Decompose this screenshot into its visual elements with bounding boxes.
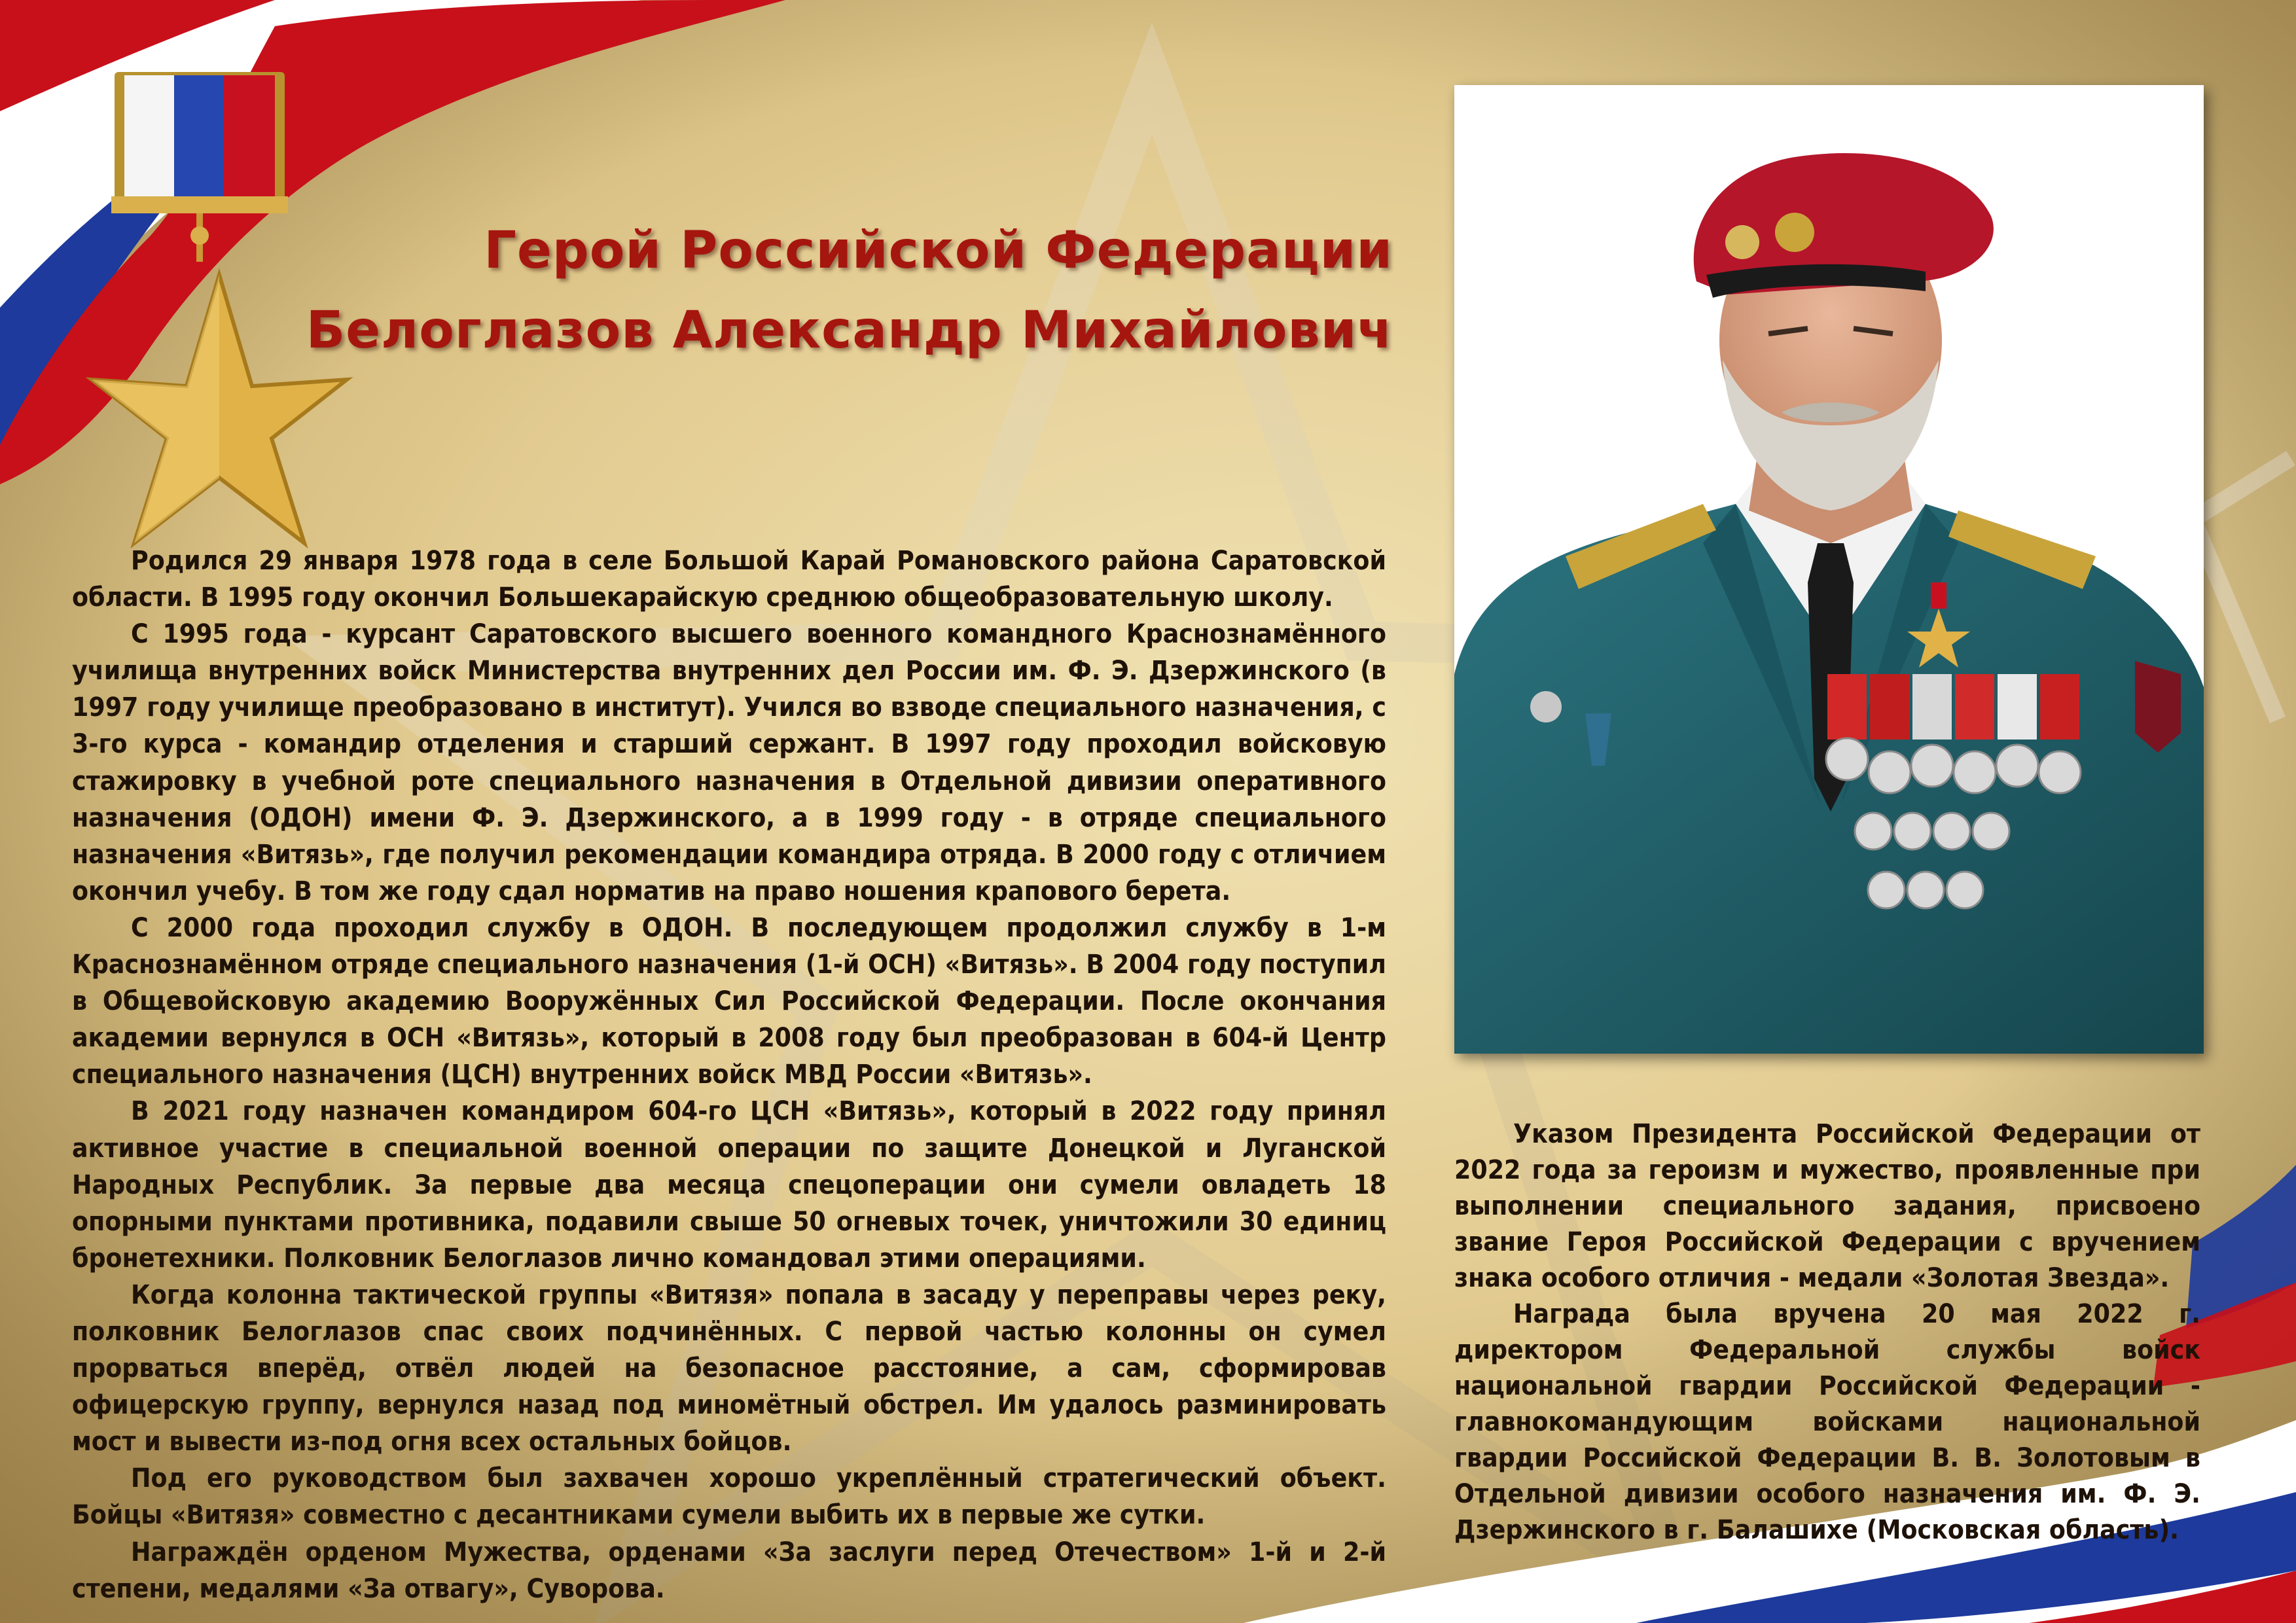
page-title-line-2: Белоглазов Александр Михайлович [306, 301, 1393, 360]
biography-paragraph: Под его руководством был захвачен хорошо укреплённый стратегический объект. Бойцы «Витязя» совместно с десантниками сумели выбить их в первые же сутки. [72, 1462, 1386, 1531]
portrait-illustration [1454, 85, 2204, 1054]
biography-paragraph: С 2000 года проходил службу в ОДОН. В последующем продолжил службу в 1-м Краснознамённом отряде специального назначения (1-й ОСН) «Витязь». В 2004 году поступил в Общевойсковую академию Вооружённых Сил Российской Федерации. После окончания академии вернулся в ОСН «Витязь», который в 2008 году был преобразован в 604-й Центр специального назначения (ЦСН) внутренних войск МВД России «Витязь». [72, 911, 1386, 1090]
biography-paragraph: С 1995 года - курсант Саратовского высшего военного командного Краснознамённого училища внутренних войск Министерства внутренних дел России им. Ф. Э. Дзержинского (в 1997 году училище преобразовано в институт). Учился во взводе специального назначения, с 3-го курса - командир отделения и старший сержант. В 1997 году проходил войсковую стажировку в учебной роте специального назначения в Отдельной дивизии оперативного назначения (ОДОН) имени Ф. Э. Дзержинского, а в 1999 году - в отряде специального назначения «Витязь», где получил рекомендации командира отряда. В 2000 году с отличием окончил учебу. В том же году сдал норматив на право ношения крапового берета. [72, 618, 1386, 906]
biography-paragraph: Награждён орденом Мужества, орденами «За заслуги перед Отечеством» 1-й и 2-й степени, медалями «За отвагу», Суворова. [72, 1535, 1386, 1604]
page-title-line-1: Герой Российской Федерации [484, 221, 1393, 280]
biography-paragraph: Когда колонна тактической группы «Витязя» попала в засаду у переправы через реку, полковник Белоглазов спас своих подчинённых. С первой частью колонны он сумел прорваться вперёд, отвёл людей на безопасное расстояние, а сам, сформировав офицерскую группу, вернулся назад под миномётный обстрел. Им удалось разминировать мост и вывести из-под огня всех остальных бойцов. [72, 1278, 1386, 1457]
award-paragraph: Указом Президента Российской Федерации от 2022 года за героизм и мужество, проявленные при выполнении специального задания, присвоено звание Героя Российской Федерации с вручением знака особого отличия - медали «Золотая Звезда». [1454, 1118, 2200, 1293]
officer-portrait [1454, 85, 2204, 1054]
biography-paragraph: В 2021 году назначен командиром 604-го ЦСН «Витязь», который в 2022 году принял активное участие в специальной военной операции по защите Донецкой и Луганской Народных Республик. За первые два месяца спецоперации они сумели овладеть 18 опорными пунктами противника, подавили свыше 50 огневых точек, уничтожили 30 единиц бронетехники. Полковник Белоглазов лично командовал этими операциями. [72, 1095, 1386, 1274]
biography-paragraph: Родился 29 января 1978 года в селе Большой Карай Романовского района Саратовской области. В 1995 году окончил Большекарайскую среднюю общеобразовательную школу. [72, 544, 1386, 613]
award-paragraph: Награда была вручена 20 мая 2022 г. директором Федеральной службы войск национальной гвардии Российской Федерации - главнокомандующим войсками национальной гвардии Российской Федерации В. В. Золотовым в Отдельной дивизии особого назначения им. Ф. Э. Дзержинского в г. Балашихе (Московская область). [1454, 1298, 2200, 1545]
biography-text [72, 542, 1386, 1607]
award-text [1454, 1116, 2200, 1548]
